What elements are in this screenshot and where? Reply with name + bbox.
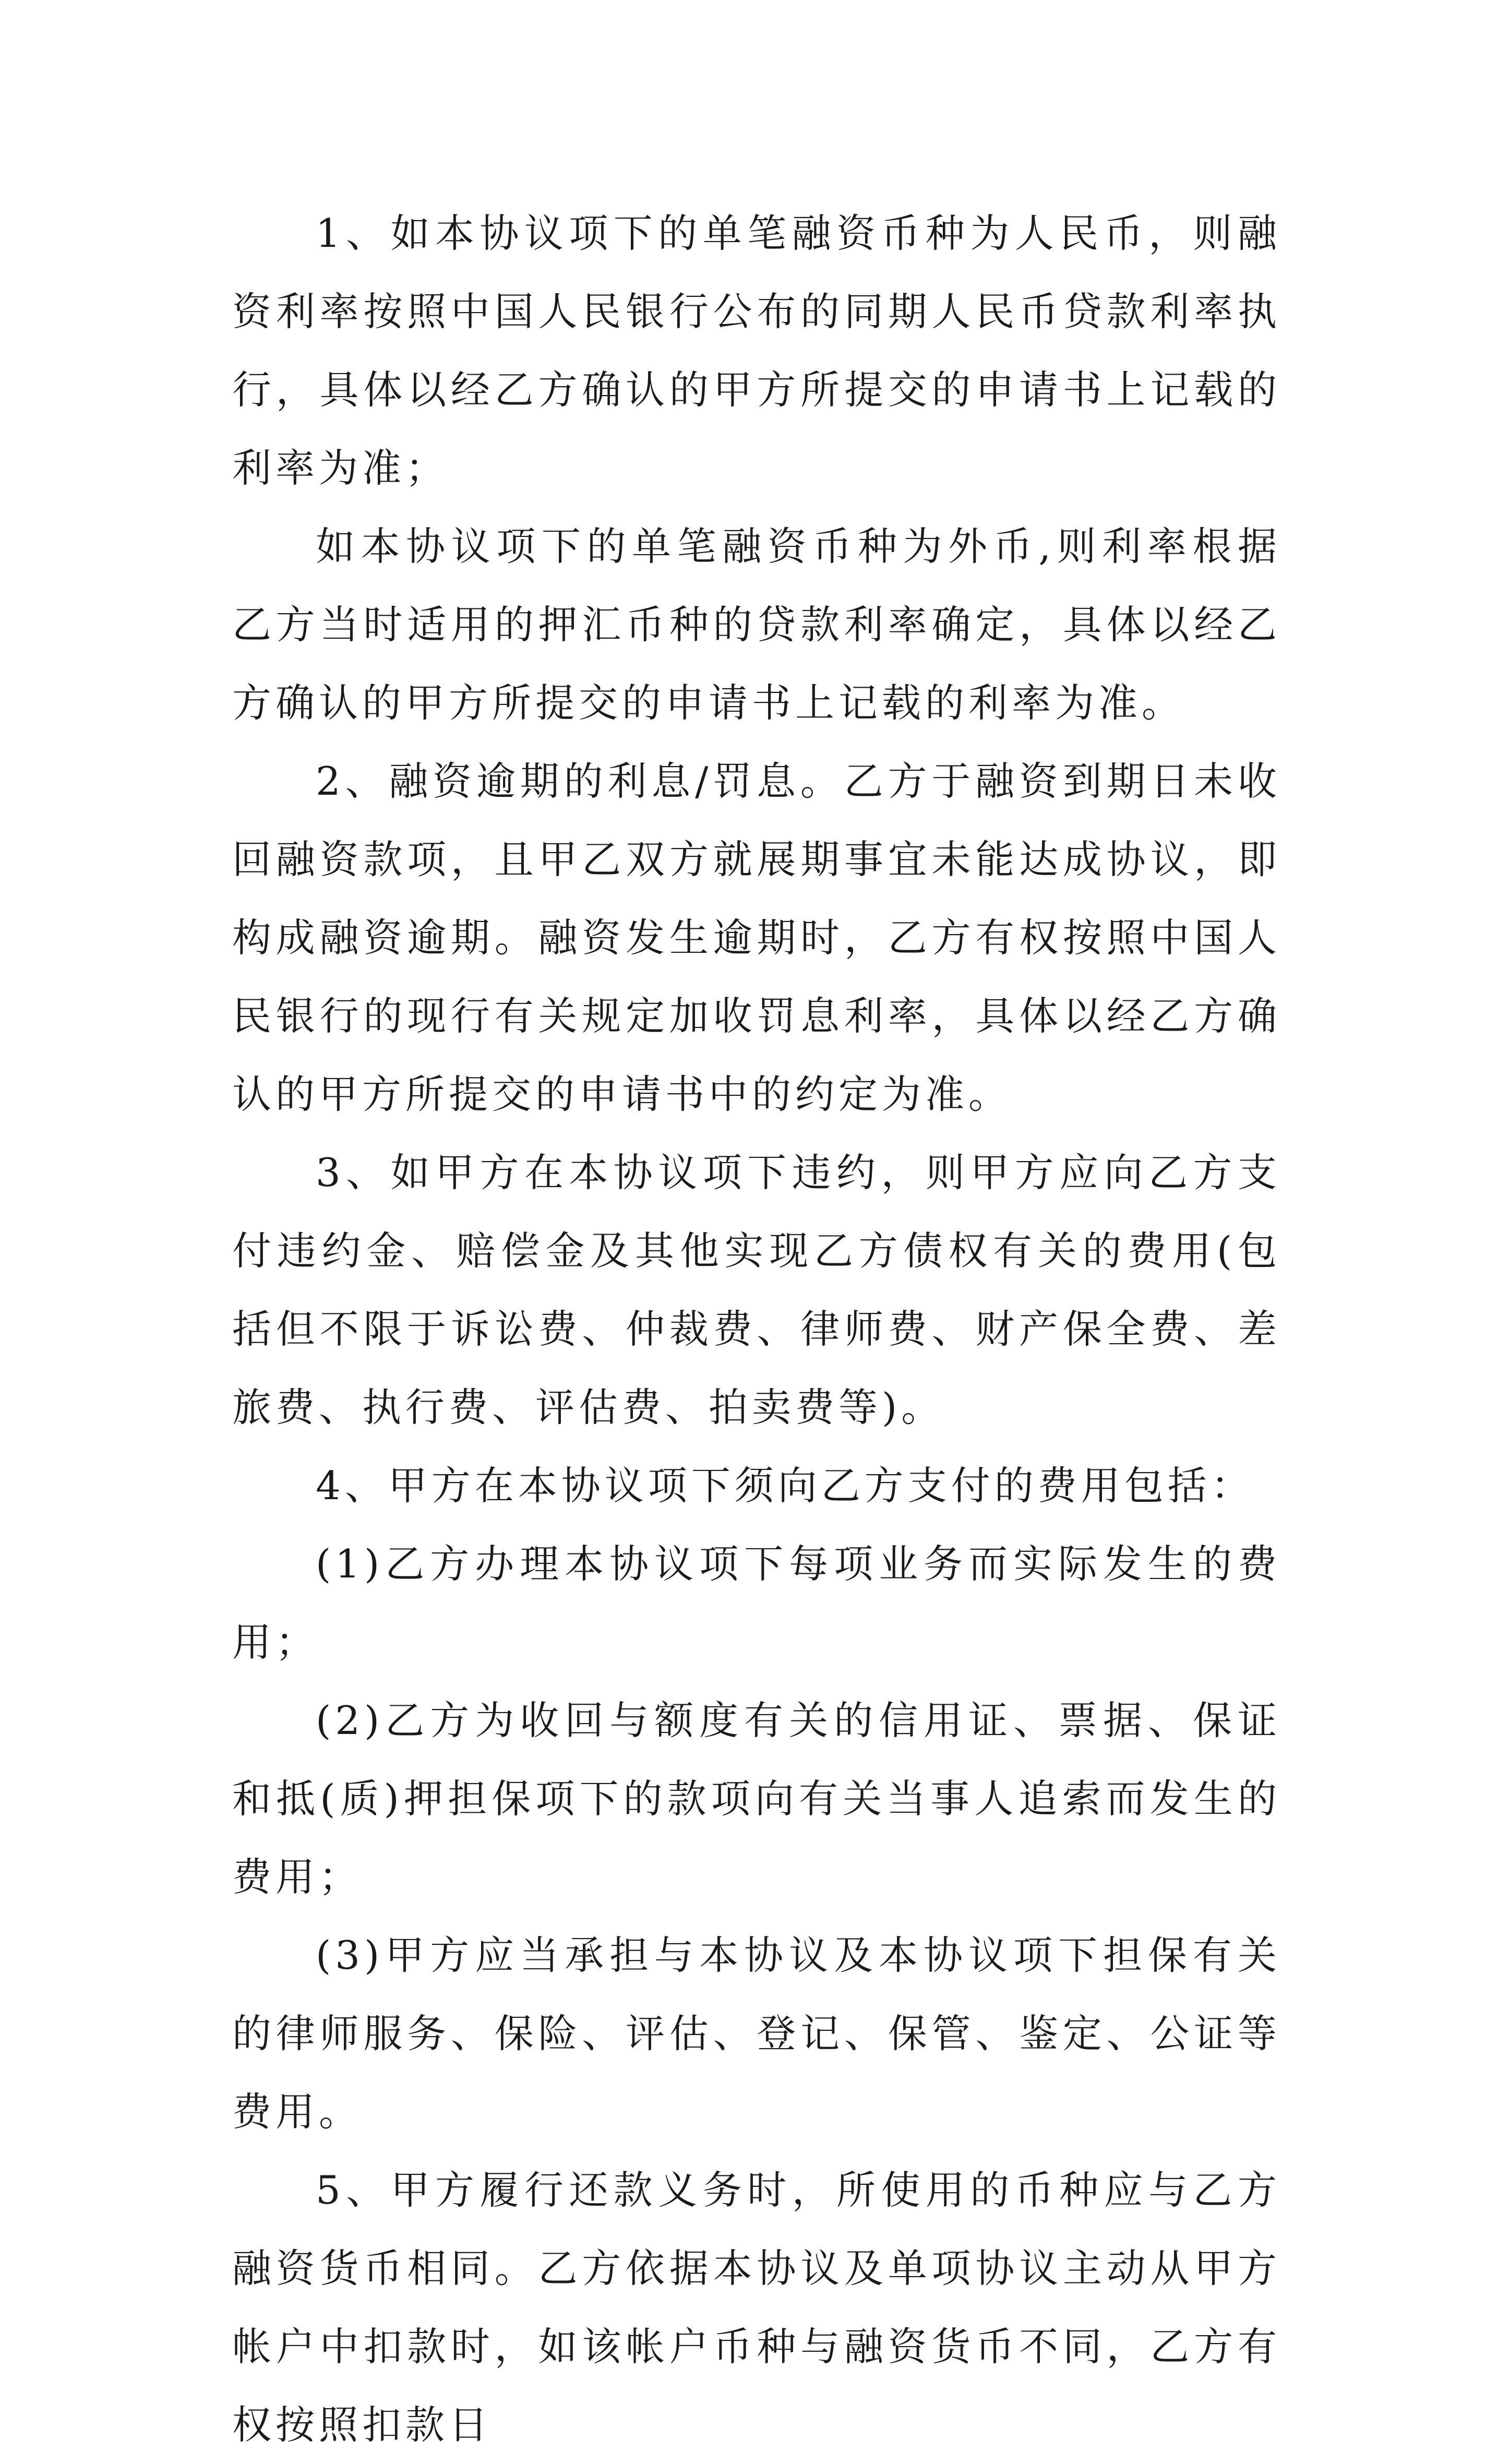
paragraph-8: (3)甲方应当承担与本协议及本协议项下担保有关的律师服务、保险、评估、登记、保管、鉴定、公证等费用。 bbox=[232, 1932, 1281, 2135]
paragraph-9: 5、甲方履行还款义务时，所使用的币种应与乙方融资货币相同。乙方依据本协议及单项协议主动从甲方帐户中扣款时，如该帐户币种与融资货币不同，乙方有权按照扣款日 bbox=[232, 2167, 1281, 2448]
paragraph-4: 3、如甲方在本协议项下违约，则甲方应向乙方支付违约金、赔偿金及其他实现乙方债权有关的费用(包括但不限于诉讼费、仲裁费、律师费、财产保全费、差旅费、执行费、评估费、拍卖费等)。 bbox=[232, 1150, 1281, 1430]
paragraph-6: (1)乙方办理本协议项下每项业务而实际发生的费用； bbox=[232, 1541, 1281, 1665]
paragraph-3: 2、融资逾期的利息/罚息。乙方于融资到期日未收回融资款项，且甲乙双方就展期事宜未能达成协议，即构成融资逾期。融资发生逾期时，乙方有权按照中国人民银行的现行有关规定加收罚息利率，具体以经乙方确认的甲方所提交的申请书中的约定为准。 bbox=[232, 758, 1281, 1117]
document-body bbox=[232, 194, 1281, 2464]
paragraph-5: 4、甲方在本协议项下须向乙方支付的费用包括： bbox=[316, 1463, 1254, 1509]
paragraph-2: 如本协议项下的单笔融资币种为外币,则利率根据乙方当时适用的押汇币种的贷款利率确定，具体以经乙方确认的甲方所提交的申请书上记载的利率为准。 bbox=[232, 523, 1281, 726]
paragraph-7: (2)乙方为收回与额度有关的信用证、票据、保证和抵(质)押担保项下的款项向有关当事人追索而发生的费用； bbox=[232, 1697, 1281, 1900]
paragraph-1: 1、如本协议项下的单笔融资币种为人民币，则融资利率按照中国人民银行公布的同期人民币贷款利率执行，具体以经乙方确认的甲方所提交的申请书上记载的利率为准； bbox=[232, 210, 1281, 491]
